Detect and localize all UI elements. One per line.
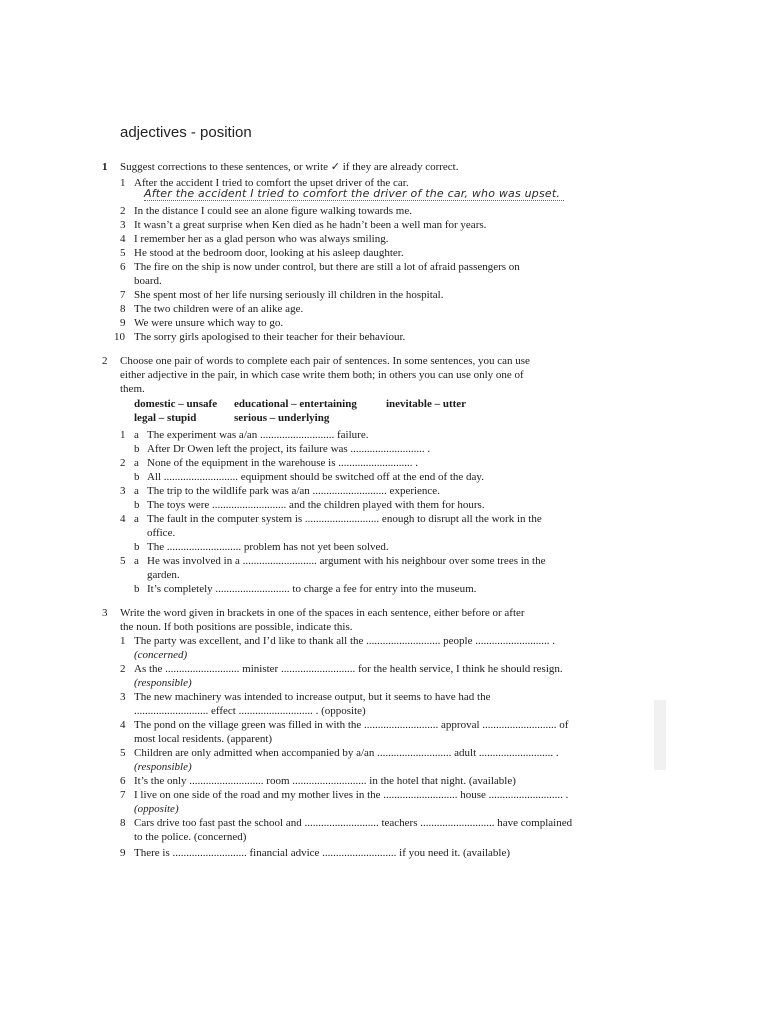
exercise-item: The sorry girls apologised to their teacher for their behaviour.: [134, 331, 406, 343]
exercise-item: ........................... effect ........................... . (opposite): [134, 705, 366, 717]
word-pair: domestic – unsafe: [134, 398, 218, 410]
exercise-item: office.: [147, 527, 176, 539]
section-2-instruction-line-2: either adjective in the pair, in which case write them both; in others you can use only one of: [120, 369, 524, 381]
exercise-item: It’s the only ........................... room ........................... in the hotel that night. (available): [134, 775, 516, 787]
exercise-item: The party was excellent, and I’d like to thank all the ........................... people ........................... .: [134, 635, 555, 647]
page-title: adjectives - position: [120, 124, 252, 141]
item-letter: b: [134, 583, 140, 595]
section-1-instruction: Suggest corrections to these sentences, or write ✓ if they are already correct.: [120, 161, 459, 173]
item-number: 10: [114, 331, 125, 343]
item-number: 1: [120, 635, 126, 647]
word-pair: inevitable – utter: [386, 398, 467, 410]
item-number: 1: [120, 177, 126, 189]
exercise-item: most local residents. (apparent): [134, 733, 273, 745]
exercise-item: The experiment was a/an ........................... failure.: [147, 429, 369, 441]
item-number: 4: [120, 233, 126, 245]
exercise-item: to the police. (concerned): [134, 831, 247, 843]
exercise-item: The new machinery was intended to increase output, but it seems to have had the: [134, 691, 491, 703]
item-number: 8: [120, 817, 126, 829]
item-number: 2: [120, 457, 126, 469]
exercise-item: The ........................... problem has not yet been solved.: [147, 541, 389, 553]
section-2-instruction-line-3: them.: [120, 383, 145, 395]
exercise-item: (responsible): [134, 761, 192, 773]
item-letter: a: [134, 485, 139, 497]
exercise-item: We were unsure which way to go.: [134, 317, 284, 329]
word-pair: legal – stupid: [134, 412, 197, 424]
item-letter: a: [134, 513, 139, 525]
exercise-item: I remember her as a glad person who was always smiling.: [134, 233, 389, 245]
handwritten-answer: After the accident I tried to comfort the driver of the car, who was upset.: [144, 187, 564, 201]
section-3-instruction-line-2: the noun. If both positions are possible, indicate this.: [120, 621, 353, 633]
exercise-item: She spent most of her life nursing seriously ill children in the hospital.: [134, 289, 444, 301]
item-letter: b: [134, 471, 140, 483]
item-letter: a: [134, 555, 139, 567]
exercise-item: (concerned): [134, 649, 188, 661]
item-number: 6: [120, 261, 126, 273]
item-number: 4: [120, 719, 126, 731]
exercise-item: The trip to the wildlife park was a/an ........................... experience.: [147, 485, 440, 497]
exercise-item: The toys were ........................... and the children played with them for hours.: [147, 499, 485, 511]
item-number: 8: [120, 303, 126, 315]
item-number: 9: [120, 317, 126, 329]
item-number: 9: [120, 847, 126, 859]
exercise-item: He was involved in a ........................... argument with his neighbour over some trees in the: [147, 555, 546, 567]
item-number: 3: [120, 219, 126, 231]
item-number: 5: [120, 747, 126, 759]
exercise-item: (opposite): [134, 803, 179, 815]
item-number: 7: [120, 789, 126, 801]
exercise-item: After Dr Owen left the project, its failure was ........................... .: [147, 443, 431, 455]
item-letter: b: [134, 541, 140, 553]
section-3-number: 3: [102, 607, 108, 619]
item-number: 3: [120, 691, 126, 703]
exercise-item: It’s completely ........................... to charge a fee for entry into the museum.: [147, 583, 477, 595]
exercise-item: The fire on the ship is now under control, but there are still a lot of afraid passengers on: [134, 261, 520, 273]
exercise-item: He stood at the bedroom door, looking at his asleep daughter.: [134, 247, 404, 259]
item-number: 3: [120, 485, 126, 497]
item-letter: a: [134, 429, 139, 441]
exercise-item: There is ........................... financial advice ........................... if you need it. (available): [134, 847, 511, 859]
section-1-number: 1: [102, 161, 108, 173]
exercise-item: It wasn’t a great surprise when Ken died as he hadn’t been a well man for years.: [134, 219, 487, 231]
item-number: 2: [120, 663, 126, 675]
exercise-item: Children are only admitted when accompanied by a/an ........................... adult ........................... .: [134, 747, 559, 759]
scan-smudge: [654, 700, 666, 770]
exercise-item: In the distance I could see an alone figure walking towards me.: [134, 205, 412, 217]
word-pair: serious – underlying: [234, 412, 330, 424]
exercise-item: The pond on the village green was filled in with the ........................... approval ........................... of: [134, 719, 569, 731]
item-number: 5: [120, 247, 126, 259]
exercise-item: I live on one side of the road and my mother lives in the ........................... house ........................... .: [134, 789, 569, 801]
item-number: 4: [120, 513, 126, 525]
item-number: 6: [120, 775, 126, 787]
section-3-instruction-line-1: Write the word given in brackets in one of the spaces in each sentence, either before or after: [120, 607, 525, 619]
exercise-item: (responsible): [134, 677, 192, 689]
exercise-item: As the ........................... minister ........................... for the health service, I think he should resign.: [134, 663, 563, 675]
item-number: 7: [120, 289, 126, 301]
word-pair: educational – entertaining: [234, 398, 357, 410]
item-number: 2: [120, 205, 126, 217]
item-number: 5: [120, 555, 126, 567]
exercise-item: garden.: [147, 569, 180, 581]
exercise-item: The fault in the computer system is ........................... enough to disrupt all the work in the: [147, 513, 542, 525]
exercise-item: All ........................... equipment should be switched off at the end of the day.: [147, 471, 484, 483]
item-letter: b: [134, 443, 140, 455]
exercise-item: board.: [134, 275, 162, 287]
section-2-number: 2: [102, 355, 108, 367]
item-letter: b: [134, 499, 140, 511]
item-number: 1: [120, 429, 126, 441]
exercise-item: The two children were of an alike age.: [134, 303, 304, 315]
exercise-item: After the accident I tried to comfort the upset driver of the car.: [134, 177, 409, 189]
section-2-instruction-line-1: Choose one pair of words to complete each pair of sentences. In some sentences, you can use: [120, 355, 530, 367]
exercise-item: None of the equipment in the warehouse is ........................... .: [147, 457, 418, 469]
exercise-item: Cars drive too fast past the school and ........................... teachers ........................... have complained: [134, 817, 573, 829]
item-letter: a: [134, 457, 139, 469]
